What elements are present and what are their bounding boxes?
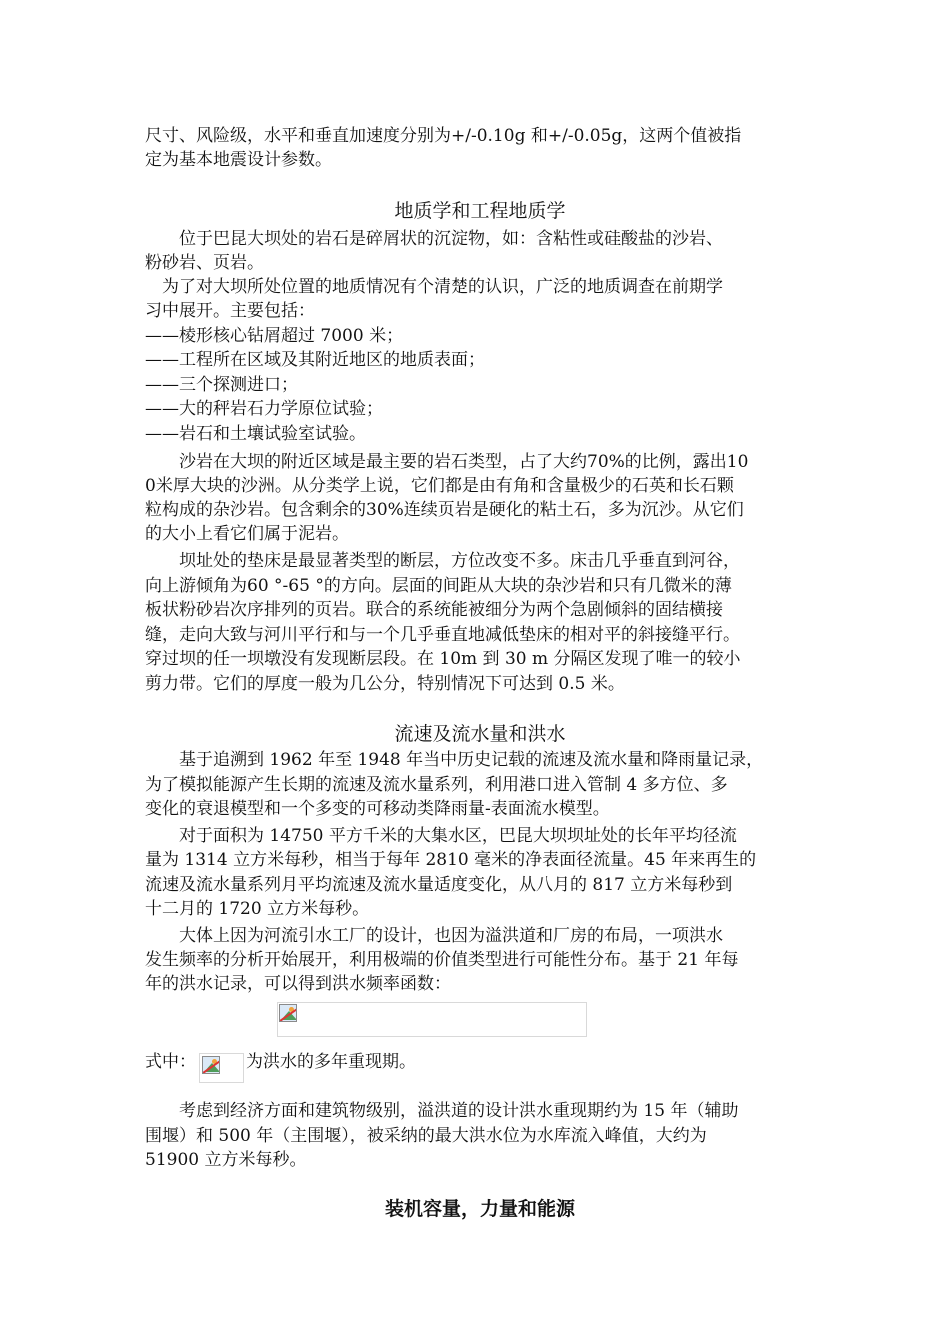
paragraph-line: 缝，走向大致与河川平行和与一个几乎垂直地减低垫床的相对平的斜接缝平行。 [145, 625, 740, 645]
section-heading-flow: 流速及流水量和洪水 [394, 723, 566, 745]
paragraph-line: 剪力带。它们的厚度一般为几公分，特别情况下可达到 0.5 米。 [145, 674, 625, 694]
paragraph-line: 粉砂岩、页岩。 [145, 253, 264, 273]
paragraph-line: 考虑到经济方面和建筑物级别，溢洪道的设计洪水重现期约为 15 年（辅助 [145, 1101, 739, 1121]
paragraph-line: 对于面积为 14750 平方千米的大集水区，巴昆大坝坝址处的长年平均径流 [145, 826, 737, 846]
list-item: ——大的秤岩石力学原位试验； [145, 399, 383, 419]
paragraph-line: 0米厚大块的沙洲。从分类学上说，它们都是由有角和含量极少的石英和长石颗 [145, 476, 734, 496]
list-item: ——工程所在区域及其附近地区的地质表面； [145, 350, 485, 370]
paragraph-line: 位于巴昆大坝处的岩石是碎屑状的沉淀物，如：含粘性或硅酸盐的沙岩、 [145, 229, 723, 249]
paragraph-line: 定为基本地震设计参数。 [145, 150, 332, 170]
list-item: ——岩石和土壤试验室试验。 [145, 424, 366, 444]
paragraph-line: 为洪水的多年重现期。 [246, 1052, 416, 1072]
paragraph-line: 板状粉砂岩次序排列的页岩。联合的系统能被细分为两个急剧倾斜的固结横接 [145, 600, 723, 620]
paragraph-line: 为了对大坝所处位置的地质情况有个清楚的认识，广泛的地质调查在前期学 [145, 277, 723, 297]
section-heading-geology: 地质学和工程地质学 [394, 200, 566, 222]
paragraph-line: 发生频率的分析开始展开，利用极端的价值类型进行可能性分布。基于 21 年每 [145, 950, 739, 970]
paragraph-line: 围堰）和 500 年（主围堰），被采纳的最大洪水位为水库流入峰值，大约为 [145, 1126, 707, 1146]
paragraph-line: 穿过坝的任一坝墩没有发现断层段。在 10m 到 30 m 分隔区发现了唯一的较小 [145, 649, 741, 669]
paragraph-line: 量为 1314 立方米每秒，相当于每年 2810 毫米的净表面径流量。45 年来再生的 [145, 850, 757, 870]
formula-image-placeholder [277, 1002, 587, 1037]
broken-image-icon [202, 1056, 220, 1074]
paragraph-line: 变化的衰退模型和一个多变的可移动类降雨量-表面流水模型。 [145, 799, 610, 819]
paragraph-line: 习中展开。主要包括： [145, 301, 315, 321]
paragraph-line: 粒构成的杂沙岩。包含剩余的30%连续页岩是硬化的粘土石，多为沉沙。从它们 [145, 500, 744, 520]
paragraph-line: 年的洪水记录，可以得到洪水频率函数： [145, 974, 451, 994]
paragraph-line: 十二月的 1720 立方米每秒。 [145, 899, 370, 919]
paragraph-line: 坝址处的垫床是最显著类型的断层，方位改变不多。床击几乎垂直到河谷， [145, 551, 740, 571]
paragraph-line: 向上游倾角为60 °-65 °的方向。层面的间距从大块的杂沙岩和只有几微米的薄 [145, 576, 732, 596]
broken-image-icon [279, 1004, 297, 1022]
list-item: ——三个探测进口； [145, 375, 298, 395]
paragraph-line: 沙岩在大坝的附近区域是最主要的岩石类型，占了大约70%的比例，露出10 [145, 452, 749, 472]
paragraph-line: 51900 立方米每秒。 [145, 1150, 307, 1170]
where-label: 式中： [145, 1052, 196, 1072]
section-heading-capacity: 装机容量，力量和能源 [384, 1198, 575, 1220]
paragraph-line: 基于追溯到 1962 年至 1948 年当中历史记载的流速及流水量和降雨量记录， [145, 750, 764, 770]
paragraph-line: 流速及流水量系列月平均流速及流水量适度变化，从八月的 817 立方米每秒到 [145, 875, 733, 895]
paragraph-line: 为了模拟能源产生长期的流速及流水量系列，利用港口进入管制 4 多方位、多 [145, 775, 728, 795]
paragraph-line: 的大小上看它们属于泥岩。 [145, 524, 349, 544]
list-item: ——棱形核心钻屑超过 7000 米； [145, 326, 404, 346]
paragraph-line: 大体上因为河流引水工厂的设计，也因为溢洪道和厂房的布局，一项洪水 [145, 926, 723, 946]
paragraph-line: 尺寸、风险级，水平和垂直加速度分别为+/-0.10g 和+/-0.05g，这两个值被指 [145, 126, 742, 146]
